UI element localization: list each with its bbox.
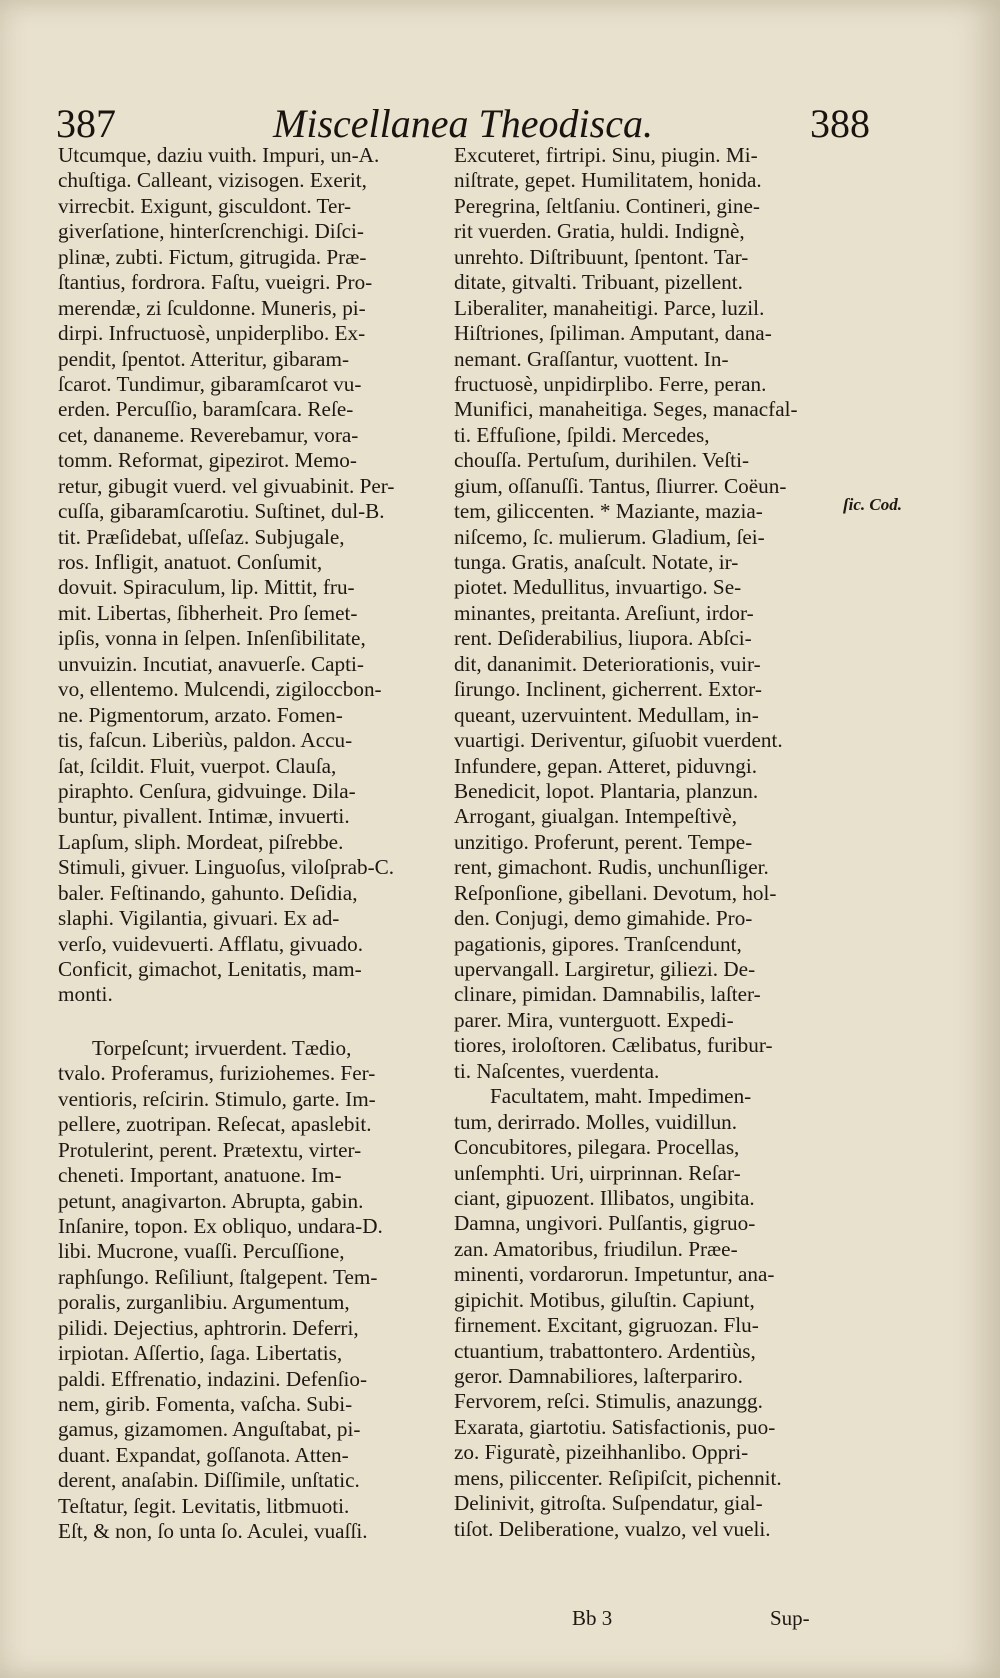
text-line: merendæ, zi ſculdonne. Muneris, pi- [58, 295, 366, 320]
text-line: Hiſtriones, ſpiliman. Amputant, dana- [454, 321, 772, 346]
text-line: nemant. Graſſantur, vuottent. In- [454, 346, 729, 371]
text-line: niſtrate, gepet. Humilitatem, honida. [454, 168, 762, 193]
text-line: Exarata, giartotiu. Satisfactionis, puo- [454, 1414, 776, 1439]
text-line: ctuantium, trabattontero. Ardentiùs, [454, 1338, 756, 1363]
text-line: unſemphti. Uri, uirprinnan. Reſar- [454, 1160, 741, 1185]
text-line: ros. Infligit, anatuot. Conſumit, [58, 550, 323, 574]
text-line: cuſſa, gibaramſcarotiu. Suſtinet, dul-B. [58, 499, 385, 524]
text-line: zan. Amatoribus, friudilun. Præe- [454, 1236, 738, 1261]
text-line: irpiotan. Aſſertio, ſaga. Libertatis, [58, 1341, 343, 1366]
text-line: Conficit, gimachot, Lenitatis, mam- [58, 957, 362, 981]
text-line: ciant, gipuozent. Illibatos, ungibita. [454, 1185, 755, 1210]
text-line: upervangall. Largiretur, giliezi. De- [454, 957, 756, 981]
text-line: Arrogant, giualgan. Intempeſtivè, [454, 804, 738, 829]
text-line: gium, oſſanuſſi. Tantus, ſliurrer. Coëun- [454, 473, 787, 498]
text-line: Facultatem, maht. Impedimen- [490, 1084, 752, 1109]
text-line: dit, dananimit. Deteriorationis, vuir- [454, 651, 761, 676]
text-line: Munifici, manaheitiga. Seges, manacfal- [454, 397, 798, 422]
text-line: tis, faſcun. Liberiùs, paldon. Accu- [58, 728, 353, 753]
text-line: Eſt, & non, ſo unta ſo. Aculei, vuaſſi. [58, 1519, 368, 1544]
text-line: fructuosè, unpidirplibo. Ferre, peran. [454, 371, 767, 396]
text-line: Teſtatur, ſegit. Levitatis, litbmuoti. [58, 1493, 350, 1518]
left-column [58, 143, 446, 1545]
text-line: Lapſum, sliph. Mordeat, piſrebbe. [58, 829, 344, 854]
text-line: pagationis, gipores. Tranſcendunt, [454, 931, 742, 956]
text-line: baler. Feſtinando, gahunto. Deſidia, [58, 880, 358, 905]
text-line: ipſis, vonna in ſelpen. Inſenſibilitate, [58, 626, 366, 651]
page-number-right: 388 [810, 101, 870, 146]
catchword: Sup- [770, 1606, 810, 1630]
text-line: Reſponſione, gibellani. Devotum, hol- [454, 880, 777, 905]
text-line: Fervorem, reſci. Stimulis, anazungg. [454, 1389, 763, 1414]
text-line: tit. Præſidebat, uſſeſaz. Subjugale, [58, 524, 345, 549]
text-line: pellere, zuotripan. Reſecat, apaslebit. [58, 1112, 372, 1137]
text-line: cet, dananeme. Reverebamur, vora- [58, 422, 359, 447]
text-line: raphſungo. Reſiliunt, ſtalgepent. Tem- [58, 1264, 378, 1289]
text-line: erden. Percuſſio, baramſcara. Reſe- [58, 397, 354, 422]
text-line: plinæ, zubti. Fictum, gitrugida. Præ- [58, 244, 367, 269]
text-line: Torpeſcunt; irvuerdent. Tædio, [92, 1035, 352, 1060]
text-line: Protulerint, perent. Prætextu, virter- [58, 1137, 362, 1162]
text-line: niſcemo, ſc. mulierum. Gladium, ſei- [454, 524, 765, 549]
text-line: Delinivit, gitroſta. Suſpendatur, gial- [454, 1491, 763, 1516]
text-line: dovuit. Spiraculum, lip. Mittit, fru- [58, 575, 355, 600]
text-line: Peregrina, ſeltſaniu. Contineri, gine- [454, 193, 760, 218]
text-line: unvuizin. Incutiat, anavuerſe. Capti- [58, 651, 364, 676]
text-line: geror. Damnabiliores, laſterpariro. [454, 1364, 743, 1388]
text-line: minantes, preitanta. Areſiunt, irdor- [454, 600, 754, 625]
text-line [58, 1008, 446, 1036]
text-line: ti. Naſcentes, vuerdenta. [454, 1058, 660, 1083]
text-line: tum, derirrado. Molles, vuidillun. [454, 1109, 738, 1134]
text-line: Infundere, gepan. Atteret, piduvngi. [454, 753, 758, 778]
text-line: derent, anaſabin. Diſſimile, unſtatic. [58, 1468, 360, 1493]
text-line: tomm. Reformat, gipezirot. Memo- [58, 448, 357, 473]
text-line: libi. Mucrone, vuaſſi. Percuſſione, [58, 1239, 345, 1264]
signature-mark: Bb 3 [572, 1606, 613, 1630]
text-line: ſtantius, fordrora. Faſtu, vueigri. Pro- [58, 270, 373, 295]
text-line: ne. Pigmentorum, arzato. Fomen- [58, 702, 343, 727]
text-line: nem, girib. Fomenta, vaſcha. Subi- [58, 1392, 353, 1416]
text-line: tunga. Gratis, anaſcult. Notate, ir- [454, 550, 739, 574]
text-line: tem, giliccenten. * Maziante, mazia- [454, 499, 763, 524]
text-line: buntur, pivallent. Intimæ, invuerti. [58, 804, 350, 829]
text-line: retur, gibugit vuerd. vel givuabinit. Per- [58, 473, 395, 498]
text-line: dirpi. Infructuosè, unpiderplibo. Ex- [58, 321, 366, 346]
text-line: pilidi. Dejectius, aphtrorin. Deferri, [58, 1315, 359, 1340]
page-number-left: 387 [56, 101, 116, 146]
text-line: parer. Mira, vunterguott. Expedi- [454, 1007, 734, 1032]
text-line: chouſſa. Pertuſum, durihilen. Veſti- [454, 448, 750, 473]
text-line: ſat, ſcildit. Fluit, vuerpot. Clauſa, [58, 753, 337, 778]
text-line: zo. Figuratè, pizeihhanlibo. Oppri- [454, 1440, 749, 1465]
text-line: rit vuerden. Gratia, huldi. Indignè, [454, 219, 745, 244]
text-line: petunt, anagivarton. Abrupta, gabin. [58, 1188, 364, 1213]
text-line: poralis, zurganlibiu. Argumentum, [58, 1290, 350, 1315]
text-line: Inſanire, topon. Ex obliquo, undara-D. [58, 1213, 383, 1238]
text-line: vo, ellentemo. Mulcendi, zigiloccbon- [58, 677, 382, 702]
text-line: piraphto. Cenſura, gidvuinge. Dila- [58, 778, 356, 803]
text-line: unrehto. Diſtribuunt, ſpentont. Tar- [454, 244, 749, 269]
text-line: paldi. Effrenatio, indazini. Defenſio- [58, 1366, 368, 1391]
text-line: slaphi. Vigilantia, givuari. Ex ad- [58, 906, 340, 931]
text-line: Liberaliter, manaheitigi. Parce, luzil. [454, 295, 765, 320]
text-line: ſcarot. Tundimur, gibaramſcarot vu- [58, 371, 362, 396]
text-line: virrecbit. Exigunt, gisculdont. Ter- [58, 193, 352, 218]
text-line: ſirungo. Inclinent, gicherrent. Extor- [454, 677, 762, 702]
text-line: piotet. Medullitus, invuartigo. Se- [454, 575, 742, 600]
text-line: cheneti. Important, anatuone. Im- [58, 1163, 342, 1188]
text-line: giverſatione, hinterſcrenchigi. Diſci- [58, 219, 364, 244]
text-line: Stimuli, givuer. Linguoſus, viloſprab-C. [58, 855, 395, 880]
text-line: gamus, gizamomen. Anguſtabat, pi- [58, 1417, 361, 1442]
text-line: Benedicit, lopot. Plantaria, planzun. [454, 778, 759, 803]
text-line: tvalo. Proferamus, furiziohemes. Fer- [58, 1061, 376, 1086]
text-line: den. Conjugi, demo gimahide. Pro- [454, 906, 753, 931]
text-line: tiores, iroloſtoren. Cælibatus, furibur- [454, 1033, 773, 1058]
text-line: mit. Libertas, ſibherheit. Pro ſemet- [58, 600, 358, 625]
text-line: tiſot. Deliberatione, vualzo, vel vueli. [454, 1516, 771, 1541]
text-line: mens, piliccenter. Reſipiſcit, pichennit. [454, 1465, 782, 1490]
text-line: Utcumque, daziu vuith. Impuri, un-A. [58, 143, 380, 167]
text-line: vuartigi. Deriventur, giſuobit vuerdent. [454, 728, 783, 753]
text-line: firnement. Excitant, gigruozan. Flu- [454, 1313, 759, 1338]
text-line: ditate, gitvalti. Tribuant, pizellent. [454, 270, 743, 295]
text-line: clinare, pimidan. Damnabilis, laſter- [454, 982, 761, 1007]
right-column [454, 143, 818, 1542]
text-line: unzitigo. Proferunt, perent. Tempe- [454, 829, 753, 854]
text-line: duant. Expandat, goſſanota. Atten- [58, 1442, 349, 1467]
text-line: ti. Effuſione, ſpildi. Mercedes, [454, 422, 710, 447]
text-line: Concubitores, pilegara. Procellas, [454, 1135, 740, 1160]
page-title: Miscellanea Theodisca. [273, 101, 653, 146]
text-line: chuſtiga. Calleant, vizisogen. Exerit, [58, 168, 367, 193]
text-line: Damna, ungivori. Pulſantis, gigruo- [454, 1211, 756, 1236]
text-line: ventioris, reſcirin. Stimulo, garte. Im- [58, 1086, 376, 1111]
text-line: minenti, vordarorun. Impetuntur, ana- [454, 1262, 775, 1287]
text-line: verſo, vuidevuerti. Afflatu, givuado. [58, 931, 363, 956]
text-line: gipichit. Motibus, giluſtin. Capiunt, [454, 1287, 755, 1312]
margin-note: ſic. Cod. [843, 495, 903, 514]
text-line: rent, gimachont. Rudis, unchunſliger. [454, 855, 769, 880]
text-line: monti. [58, 982, 113, 1007]
running-head [56, 100, 870, 144]
text-line: Excuteret, firtripi. Sinu, piugin. Mi- [454, 143, 758, 167]
text-line: rent. Deſiderabilius, liupora. Abſci- [454, 626, 752, 651]
text-line: pendit, ſpentot. Atteritur, gibaram- [58, 346, 349, 371]
text-line: queant, uzervuintent. Medullam, in- [454, 702, 759, 727]
